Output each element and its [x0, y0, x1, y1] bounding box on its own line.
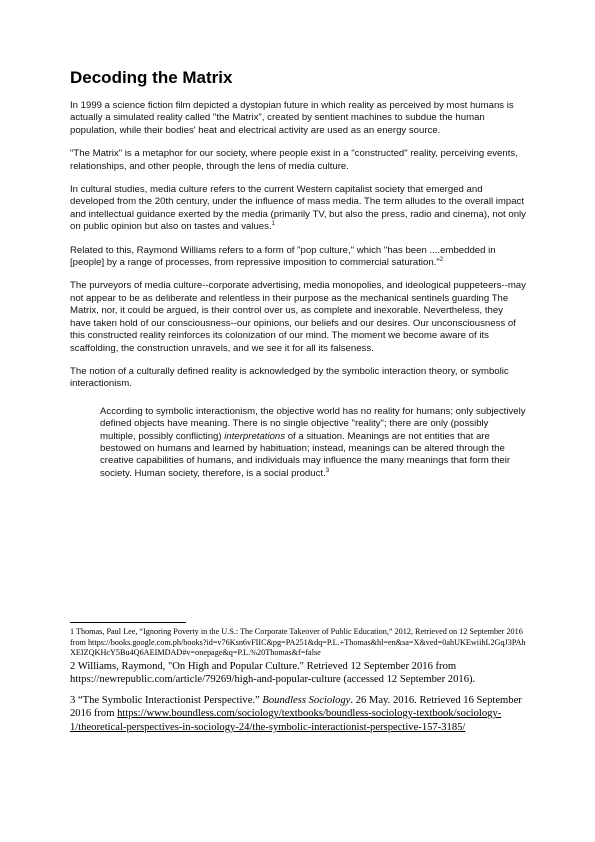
footnote-3 — [70, 694, 526, 734]
footnotes-section — [70, 627, 526, 742]
paragraph-text: In 1999 a science fiction film depicted a dystopian future in which reality as perceived by most humans is actually a simulated reality called "the Matrix", created by sentient machines to subdue the human population, while their bodies' heat and electrical activity are used as an energy source. — [70, 100, 514, 136]
document-title: Decoding the Matrix — [70, 68, 233, 87]
paragraph-text: The notion of a culturally defined reality is acknowledged by the symbolic interaction theory, or symbolic interactionism. — [70, 365, 509, 390]
quote-text-end: of a situation. Meanings are not entities that are bestowed on humans and learned by habituation; instead, meanings can be altered through the creative capabilities of humans, and individuals may influence the many meanings that form their society. Human society, therefore, is a social product. — [100, 430, 511, 479]
footnote-ref-2[interactable]: 2 — [439, 256, 444, 263]
footnote-ref-1[interactable]: 1 — [271, 221, 275, 228]
footnote-1: 1 Thomas, Paul Lee, “Ignoring Poverty in the U.S.: The Corporate Takeover of Public Education,” 2012, Retrieved on 12 September 2016 from https://books.google.com.ph/books?id=v76Ksn6vFIIC&pg=PA251&dq=P.L.+Thomas&hl=en&sa=X&ved=0ahUKEwiihL2GqJ3PAhXEIZQKHcY5Bu4Q6AEIMDAD#v=onepage&q=P.L.%20Thomas&f=false — [70, 627, 526, 658]
footnote-ref-3[interactable]: 3 — [325, 467, 330, 474]
paragraph-2 — [70, 148, 526, 173]
paragraph-4 — [70, 245, 526, 270]
paragraph-1 — [70, 100, 526, 137]
paragraph-3 — [70, 184, 526, 234]
paragraph-text: In cultural studies, media culture refers to the current Western capitalist society that emerged and developed from the 20th century, under the influence of mass media. The term alludes to the overall impact and intellectual guidance exerted by the media (primarily TV, but also the press, radio and cinema), not only on public opinion but also on tastes and values. — [70, 184, 526, 233]
footnote-2: 2 Williams, Raymond, "On High and Popular Culture." Retrieved 12 September 2016 from https://newrepublic.com/article/79269/high-and-popular-culture (accessed 12 September 2016). — [70, 660, 476, 685]
quote-text: According to symbolic interactionism, the objective world has no reality for humans; only subjectively defined objects have meaning. There is no single objective "reality"; there are only (possibly multiple, possibly conflicting) — [100, 405, 526, 442]
paragraph-5 — [70, 280, 526, 354]
footnote-3-source: Boundless Sociology — [262, 695, 351, 707]
paragraph-text: "The Matrix" is a metaphor for our society, where people exist in a "constructed" reality, perceiving events, relationships, and other people, through the lens of media culture. — [70, 148, 518, 172]
footnote-3-retrieved: . 26 May. 2016. Retrieved 16 September 2016 from — [70, 695, 522, 720]
paragraph-text: The purveyors of media culture--corporate advertising, media monopolies, and ideological puppeteers--may not appear to be as deliberate and relentless in their purpose as the mechanical sentinels guarding The Matrix, nor, it could be argued, is their control over us, as complete and inexorable. Nevertheless, they have taken hold of our consciousness--our opinions, our beliefs and our desires. Our unconsciousness of this constructed reality reinforces its colonization of our mind. The moment we become aware of its scaffolding, the construction unravels, and we see it for all its falseness. — [70, 280, 526, 354]
paragraph-text: Related to this, Raymond Williams refers to a form of "pop culture," which "has been ....embedded in [people] by a range of processes, from repressive imposition to commercial saturation." — [70, 244, 496, 269]
paragraph-6 — [70, 366, 526, 391]
footnote-separator — [70, 622, 186, 623]
block-quote — [100, 406, 526, 480]
document-body — [70, 68, 526, 480]
footnote-3-link[interactable]: https://www.boundless.com/sociology/textbooks/boundless-sociology-textbook/sociology-1/theoretical-perspectives-in-sociology-24/the-symbolic-interactionist-perspective-157-3185/ — [70, 708, 502, 733]
quote-italic-text: interpretations — [224, 430, 286, 442]
footnote-3-text: 3 “The Symbolic Interactionist Perspective.” — [70, 695, 263, 707]
